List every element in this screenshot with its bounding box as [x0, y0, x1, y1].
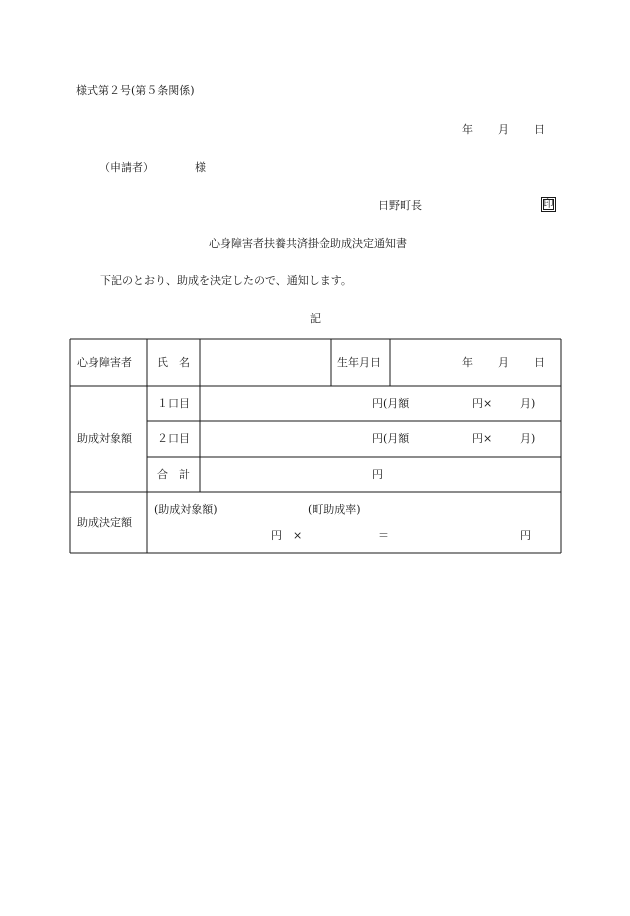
body-text: 下記のとおり、助成を決定したので、通知します。: [100, 274, 352, 287]
equals-sign: ＝: [378, 529, 389, 542]
date-day-label: 日: [534, 123, 545, 136]
town-rate-label: (町助成率): [308, 503, 361, 516]
target-amount-label: (助成対象額): [154, 503, 218, 516]
unit-2-label: ２口目: [157, 432, 190, 445]
birth-month-label: 月: [498, 356, 509, 369]
seal-stamp: 印: [541, 197, 556, 212]
decision-header: 助成決定額: [77, 516, 132, 529]
unit-2-yen-monthly: 円(月額: [372, 432, 410, 445]
name-label: 氏 名: [157, 356, 190, 369]
ki-heading: 記: [310, 312, 321, 325]
birth-year-label: 年: [462, 356, 473, 369]
date-year-label: 年: [462, 123, 473, 136]
unit-1-month-close: 月): [520, 397, 536, 410]
disabled-person-header: 心身障害者: [77, 356, 132, 369]
decision-yen-times: 円 ×: [271, 529, 303, 542]
date-month-label: 月: [498, 123, 509, 136]
birth-day-label: 日: [534, 356, 545, 369]
total-label: 合 計: [157, 468, 190, 481]
unit-1-yen-times: 円×: [472, 397, 493, 410]
unit-2-yen-times: 円×: [472, 432, 493, 445]
unit-1-yen-monthly: 円(月額: [372, 397, 410, 410]
document-title: 心身障害者扶養共済掛金助成決定通知書: [209, 237, 407, 250]
unit-1-label: １口目: [157, 397, 190, 410]
form-number: 様式第２号(第５条関係): [76, 84, 195, 97]
honorific-sama: 様: [195, 161, 206, 174]
total-yen: 円: [372, 468, 383, 481]
decision-yen: 円: [520, 529, 531, 542]
subsidy-target-header: 助成対象額: [77, 432, 132, 445]
issuer-name: 日野町長: [378, 199, 422, 212]
birth-date-label: 生年月日: [337, 356, 381, 369]
applicant-label: （申請者）: [99, 161, 154, 174]
unit-2-month-close: 月): [520, 432, 536, 445]
